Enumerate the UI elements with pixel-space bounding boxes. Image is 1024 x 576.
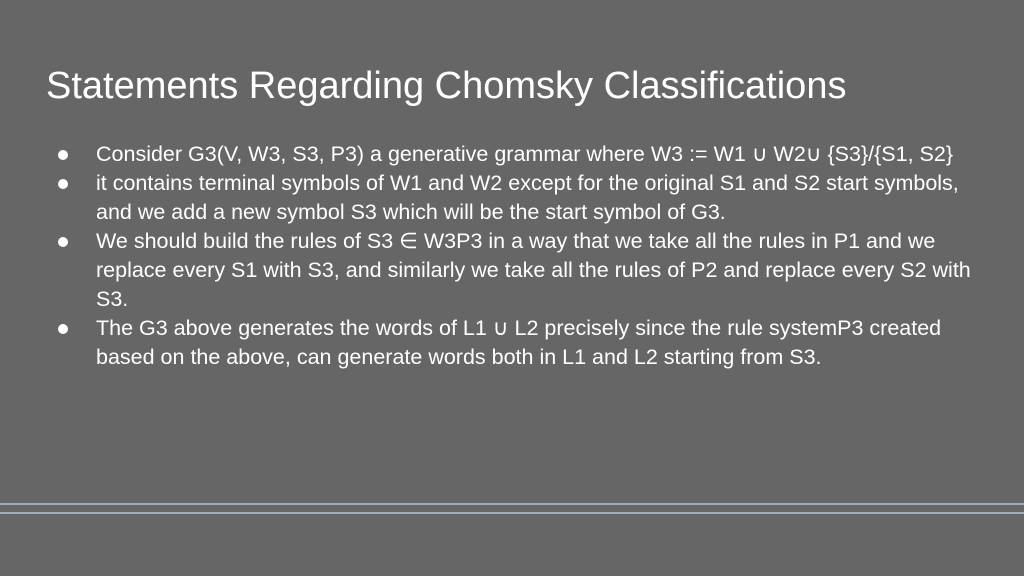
- bullet-item-2: [52, 169, 987, 227]
- bullet-text-3: We should build the rules of S3 ∈ W3P3 in a way that we take all the rules in P1 and we replace every S1 with S3, and similarly we take all the rules of P2 and replace every S2 with S3.: [96, 229, 971, 311]
- bullet-dot-icon: [58, 324, 68, 334]
- bullet-list: [52, 140, 987, 372]
- footer-decoration: [0, 503, 1024, 521]
- footer-line-2: [0, 512, 1024, 514]
- bullet-text-2: it contains terminal symbols of W1 and W2 except for the original S1 and S2 start symbols, and we add a new symbol S3 which will be the start symbol of G3.: [96, 171, 959, 224]
- slide-title: Statements Regarding Chomsky Classifications: [46, 65, 847, 107]
- bullet-dot-icon: [58, 237, 68, 247]
- bullet-item-3: [52, 227, 987, 314]
- bullet-item-4: [52, 314, 987, 372]
- bullet-text-1: Consider G3(V, W3, S3, P3) a generative grammar where W3 := W1 ∪ W2∪ {S3}/{S1, S2}: [96, 142, 954, 166]
- bullet-dot-icon: [58, 150, 68, 160]
- bullet-text-4: The G3 above generates the words of L1 ∪ L2 precisely since the rule systemP3 created based on the above, can generate words both in L1 and L2 starting from S3.: [96, 316, 942, 369]
- bullet-dot-icon: [58, 179, 68, 189]
- bullet-item-1: [52, 140, 987, 169]
- footer-line-1: [0, 503, 1024, 505]
